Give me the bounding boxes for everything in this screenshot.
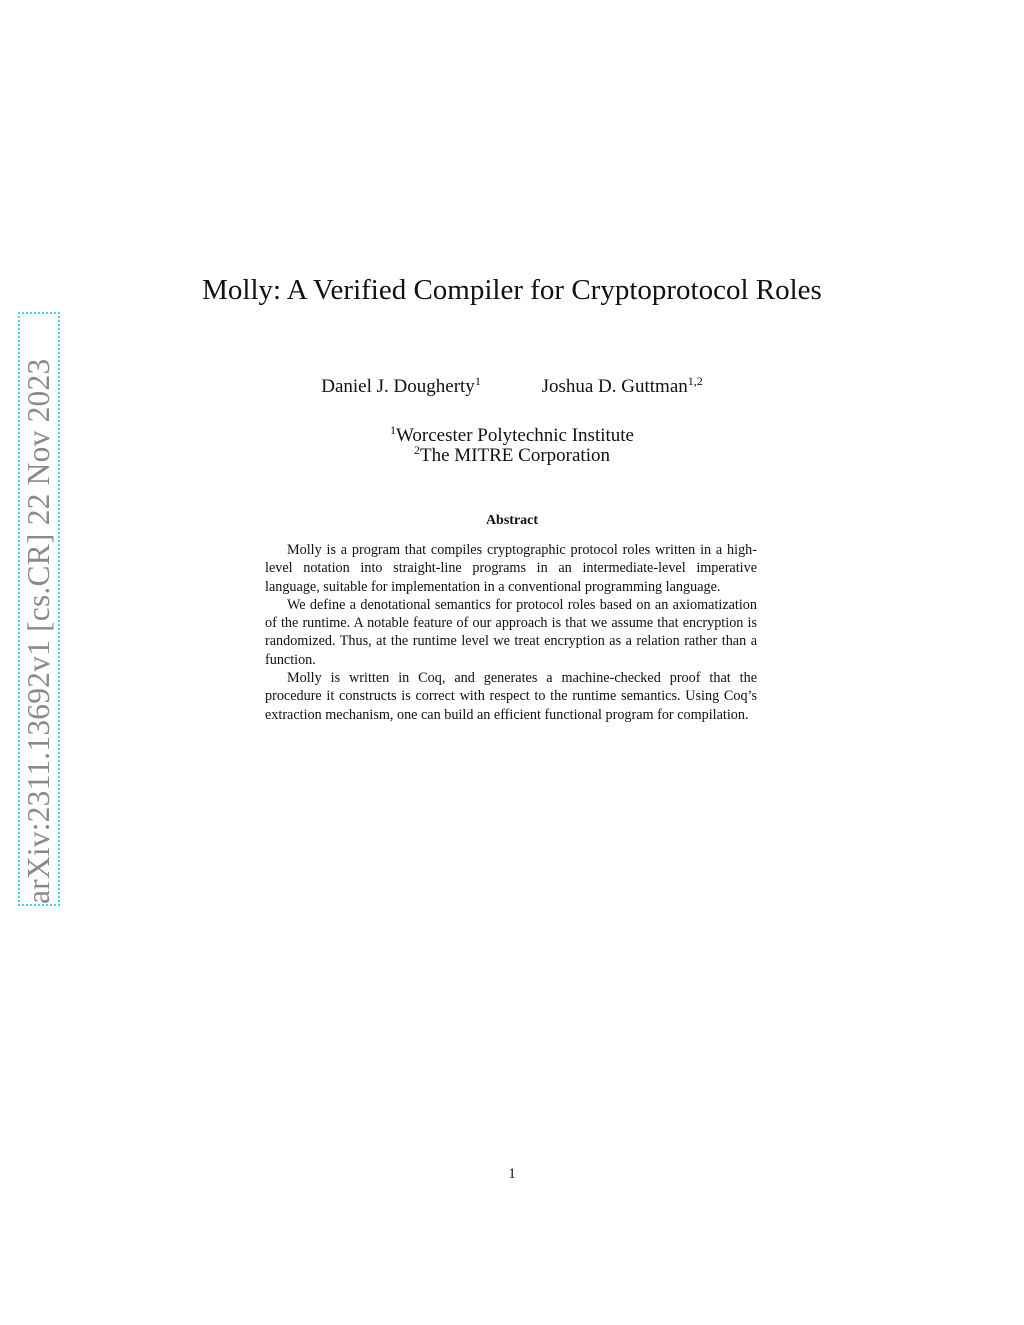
- author-name: Joshua D. Guttman: [541, 376, 688, 397]
- affiliation-mark: 1: [389, 423, 396, 437]
- abstract-heading: Abstract: [485, 513, 539, 528]
- author-affiliation-mark: 1: [474, 374, 481, 388]
- affiliation-name: The MITRE Corporation: [420, 445, 610, 466]
- author-list: [200, 374, 824, 400]
- arxiv-identifier-stamp: arXiv:2311.13692v1 [cs.CR] 22 Nov 2023: [21, 358, 56, 904]
- author-1: [321, 374, 481, 400]
- affiliation-2: [200, 443, 824, 466]
- abstract-paragraph: Molly is written in Coq, and generates a machine-checked proof that the procedure it constructs is correct with respect to the runtime semantics. Using Coq’s extraction mechanism, one can build an efficient functional program for compilation.: [265, 670, 757, 723]
- page-number: 1: [508, 1166, 516, 1182]
- affiliation-mark: 2: [414, 443, 421, 457]
- affiliation-list: [200, 423, 824, 466]
- abstract-body: [265, 541, 757, 724]
- abstract-paragraph: Molly is a program that compiles cryptographic protocol roles written in a high-level notation into straight-line programs in an intermediate-level imperative language, suitable for implementation in a conventional programming language.: [265, 542, 757, 595]
- author-affiliation-mark: 1,2: [687, 374, 703, 388]
- paper-title: Molly: A Verified Compiler for Cryptoprotocol Roles: [202, 274, 822, 306]
- author-2: [542, 374, 703, 400]
- author-name: Daniel J. Dougherty: [321, 376, 475, 397]
- affiliation-1: [200, 423, 824, 446]
- affiliation-name: Worcester Polytechnic Institute: [395, 425, 634, 446]
- abstract-paragraph: We define a denotational semantics for protocol roles based on an axiomatization of the runtime. A notable feature of our approach is that we assume that encryption is randomized. Thus, at the runtime level we treat encryption as a relation rather than a function.: [265, 596, 757, 668]
